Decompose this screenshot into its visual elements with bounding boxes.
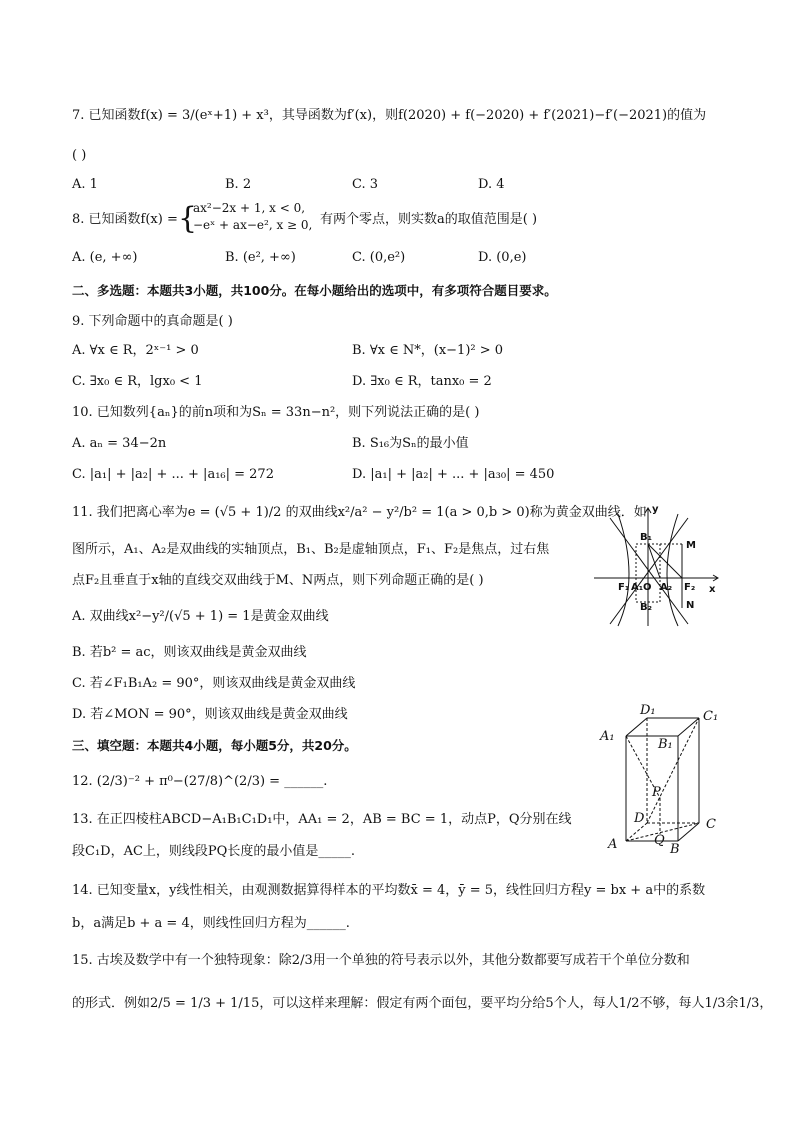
q15-line1: 15. 古埃及数学中有一个独特现象：除2/3用一个单独的符号表示以外，其他分数都要写成若干个单位分数和 [72,953,690,968]
fig-label-y: y [652,504,659,515]
q8-option-a[interactable]: A. (e, +∞) [72,250,138,265]
q9-option-c[interactable]: C. ∃x₀ ∈ R，lgx₀ < 1 [72,374,203,389]
fig-label-a2: A₂ [660,582,673,593]
q9-option-d[interactable]: D. ∃x₀ ∈ R，tanx₀ = 2 [352,374,492,389]
fig-label-o: O [643,582,652,593]
q8-case2: −eˣ + ax−e², x ≥ 0, [193,218,313,232]
fig-label-d1: D₁ [640,703,656,718]
fig-label-p: P [652,785,661,800]
q10-stem: 10. 已知数列{aₙ}的前n项和为Sₙ = 33n−n²，则下列说法正确的是( ) [72,405,480,420]
hyperbola-figure [590,500,725,630]
fig-label-a: A [608,837,618,852]
q11-option-a[interactable]: A. 双曲线x²−y²/(√5 + 1) = 1是黄金双曲线 [72,609,329,624]
fig-label-c: C [706,817,716,832]
fig-label-f1: F₁ [618,582,630,593]
q7-option-b[interactable]: B. 2 [225,177,252,192]
q13-line1: 13. 在正四棱柱ABCD−A₁B₁C₁D₁中，AA₁ = 2，AB = BC = 1，动点P，Q分别在线 [72,812,572,827]
section-fill-blank-heading: 三、填空题：本题共4小题，每小题5分，共20分。 [72,738,357,753]
q7-paren: ( ) [72,148,87,163]
q8-stem-post: 有两个零点，则实数a的取值范围是( ) [320,212,538,227]
right-branch [667,514,678,626]
fig-label-m: M [686,540,696,551]
prism-figure [592,698,732,858]
fig-label-n: N [686,600,695,611]
q10-option-c[interactable]: C. |a₁| + |a₂| + ... + |a₁₆| = 272 [72,467,274,482]
fig-label-q: Q [654,833,665,848]
q8-case1: ax²−2x + 1, x < 0, [193,201,306,215]
q10-option-b[interactable]: B. S₁₆为Sₙ的最小值 [352,436,469,451]
fig-label-b1: B₁ [640,532,653,543]
fig-label-a1-prism: A₁ [600,729,615,744]
q7-option-d[interactable]: D. 4 [478,177,505,192]
q8-brace: { [178,201,198,236]
q12-stem: 12. (2/3)⁻² + π⁰−(27/8)^(2/3) = ______. [72,774,328,789]
q9-option-a[interactable]: A. ∀x ∈ R，2ˣ⁻¹ > 0 [72,343,199,358]
fig-label-b2: B₂ [640,602,653,613]
q11-option-d[interactable]: D. 若∠MON = 90°，则该双曲线是黄金双曲线 [72,707,348,722]
q7-option-a[interactable]: A. 1 [72,177,98,192]
fig-label-b: B [670,842,680,857]
q15-line2: 的形式．例如2/5 = 1/3 + 1/15，可以这样来理解：假定有两个面包，要平均分给5个人，每人1/2不够，每人1/3余1/3， [72,996,773,1011]
fig-label-a1: A₁ [631,582,644,593]
q7-option-c[interactable]: C. 3 [352,177,379,192]
q11-option-c[interactable]: C. 若∠F₁B₁A₂ = 90°，则该双曲线是黄金双曲线 [72,676,356,691]
q14-line2: b，a满足b + a = 4，则线性回归方程为______. [72,916,350,931]
fig-label-c1: C₁ [703,709,719,724]
q11-line2: 图所示，A₁、A₂是双曲线的实轴顶点，B₁、B₂是虚轴顶点，F₁、F₂是焦点，过右焦 [72,542,550,557]
q13-line2: 段C₁D，AC上，则线段PQ长度的最小值是_____. [72,844,355,859]
q8-option-b[interactable]: B. (e², +∞) [225,250,296,265]
q11-line1: 11. 我们把离心率为e = (√5 + 1)/2 的双曲线x²/a² − y²/b² = 1(a > 0,b > 0)称为黄金双曲线．如 [72,505,647,520]
q8-option-d[interactable]: D. (0,e) [478,250,527,265]
fig-label-b1-prism: B₁ [658,737,673,752]
q8-option-c[interactable]: C. (0,e²) [352,250,406,265]
q7-stem: 7. 已知函数f(x) = 3/(eˣ+1) + x³，其导函数为f′(x)，则f(2020) + f(−2020) + f′(2021)−f′(−2021)的值为 [72,108,707,123]
section-multiple-choice-heading: 二、多选题：本题共3小题，共100分。在每小题给出的选项中，有多项符合题目要求。 [72,283,557,298]
q11-line3: 点F₂且垂直于x轴的直线交双曲线于M、N两点，则下列命题正确的是( ) [72,573,484,588]
fig-label-f2: F₂ [684,582,696,593]
q9-option-b[interactable]: B. ∀x ∈ N*，(x−1)² > 0 [352,343,504,358]
q10-option-d[interactable]: D. |a₁| + |a₂| + ... + |a₃₀| = 450 [352,467,555,482]
q8-stem-pre: 8. 已知函数f(x) = [72,212,178,227]
fig-label-d: D [634,811,645,826]
q10-option-a[interactable]: A. aₙ = 34−2n [72,436,167,451]
q9-stem: 9. 下列命题中的真命题是( ) [72,314,233,329]
q11-option-b[interactable]: B. 若b² = ac，则该双曲线是黄金双曲线 [72,645,307,660]
q14-line1: 14. 已知变量x，y线性相关，由观测数据算得样本的平均数x̄ = 4，ȳ = 5，线性回归方程y = bx + a中的系数 [72,883,706,898]
fig-label-x: x [709,584,716,595]
